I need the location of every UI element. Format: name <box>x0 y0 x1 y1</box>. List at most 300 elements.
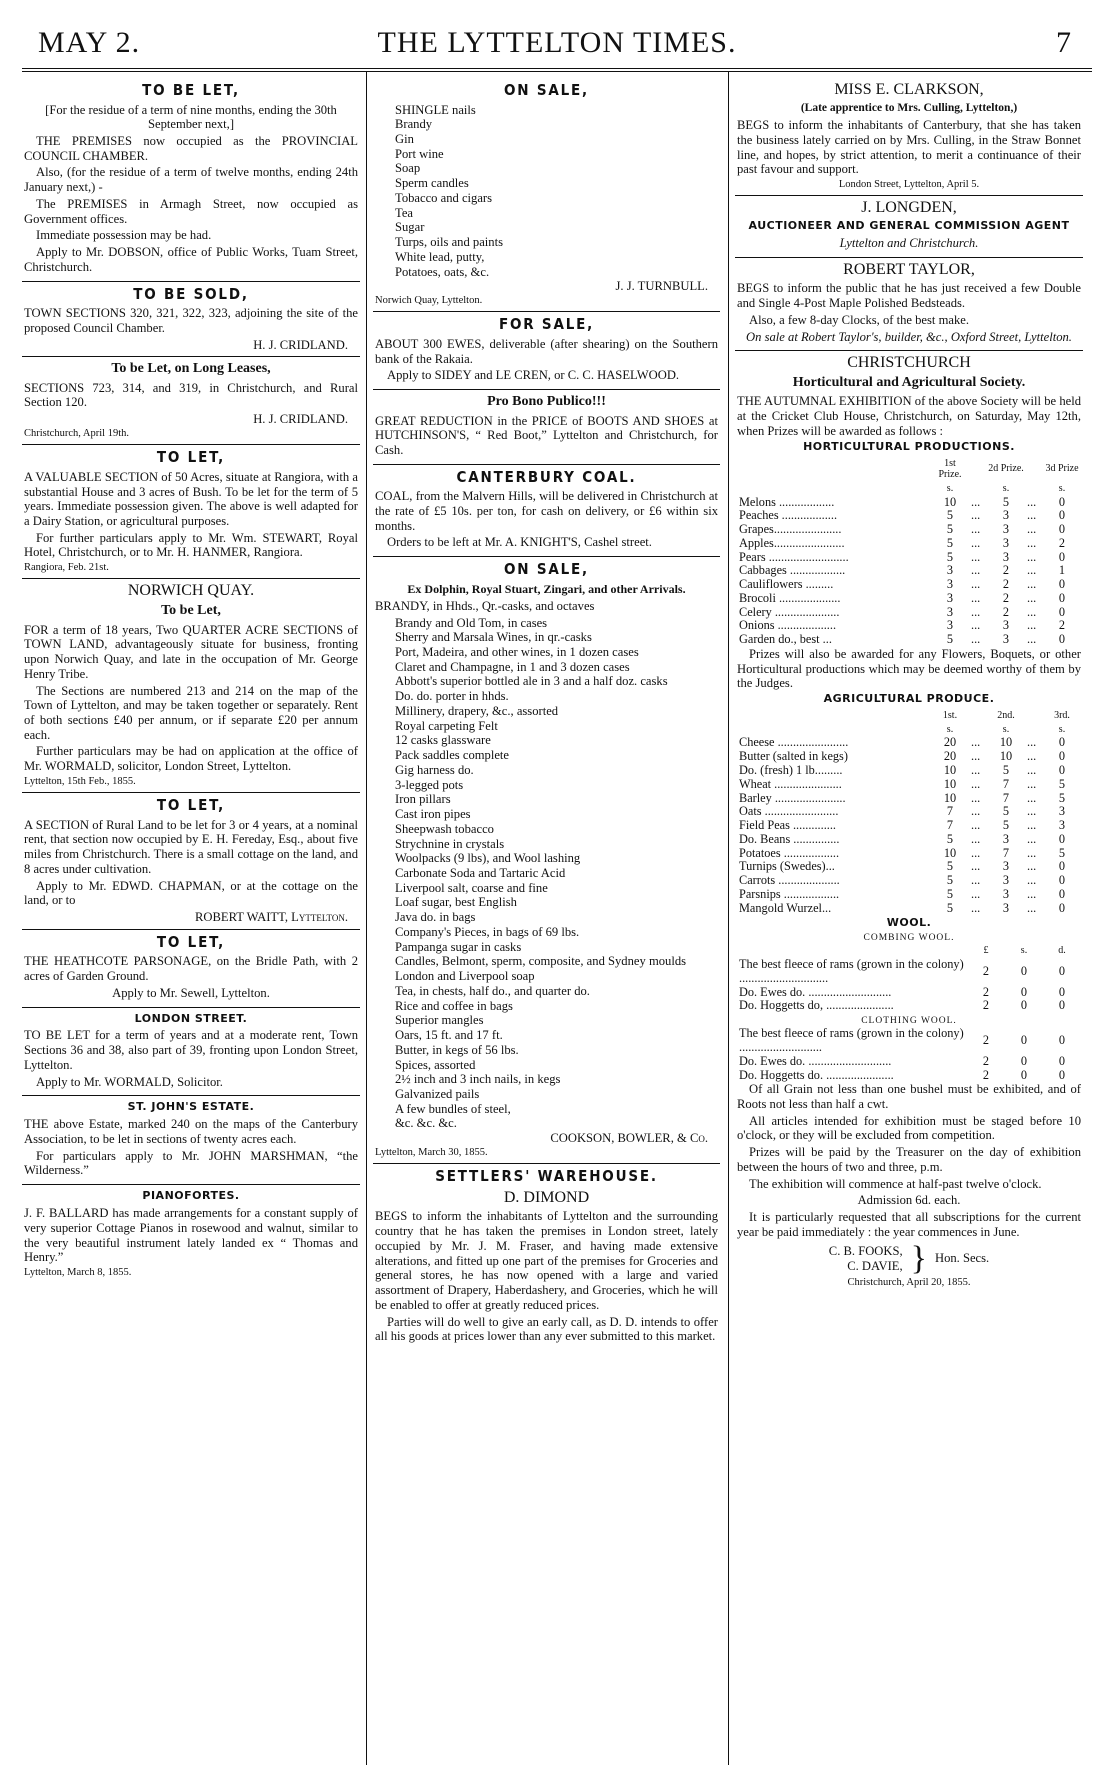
prize-value: 5 <box>946 535 954 550</box>
ad-text: The PREMISES in Armagh Street, now occupied as Government offices. <box>24 196 358 226</box>
brace-glyph: } <box>910 1239 927 1277</box>
row-label: Garden do., best ... <box>739 632 832 647</box>
column-rule-2 <box>728 72 729 1765</box>
ad-heading: J. LONGDEN, <box>861 199 957 217</box>
prize-value: 10 <box>943 494 957 509</box>
goods-item: Sperm candles <box>395 176 469 191</box>
prize-value: 20 <box>943 735 957 750</box>
ad-parsonage <box>22 930 360 1008</box>
goods-item: Superior mangles <box>395 1013 484 1028</box>
col-header: 2nd. <box>997 710 1015 722</box>
prize-value: 2 <box>1002 563 1010 578</box>
ad-text: THE PREMISES now occupied as the PROVINCIAL COUNCIL CHAMBER. <box>24 134 358 163</box>
prize-row: Field Peas .............. 7 ... 5 ... 3 <box>737 819 1081 833</box>
ad-text: Apply to Mr. WORMALD, Solicitor. <box>36 1074 223 1089</box>
prize-row: Brocoli .................... 3 ... 2 ... 0 <box>737 592 1081 606</box>
prize-value: 10 <box>999 735 1013 750</box>
ad-date: Lyttelton, 15th Feb., 1855. <box>24 775 136 787</box>
row-label: Parsnips .................. <box>739 886 840 901</box>
section-heading: HORTICULTURAL PRODUCTIONS. <box>803 439 1015 453</box>
prize-value: 7 <box>946 804 954 819</box>
ad-subheading: Ex Dolphin, Royal Stuart, Zingari, and other Arrivals. <box>407 581 686 596</box>
prize-row: Carrots .................... 5 ... 3 ... 0 <box>737 874 1081 888</box>
prize-row: Butter (salted in kegs) 20 ... 10 ... 0 <box>737 750 1081 764</box>
goods-item: Spices, assorted <box>395 1057 476 1072</box>
goods-item: Rice and coffee in bags <box>395 998 513 1013</box>
ad-ewes <box>373 312 720 390</box>
ad-text: THE HEATHCOTE PARSONAGE, on the Bridle Path, with 2 acres of Garden Ground. <box>24 954 358 984</box>
goods-item: Gig harness do. <box>395 762 474 777</box>
prize-value: 10 <box>943 790 957 805</box>
goods-item: Sheepwash tobacco <box>395 821 494 836</box>
prize-value: 7 <box>1002 845 1010 860</box>
prize-value: 0 <box>1058 873 1066 888</box>
row-label: The best fleece of rams (grown in the colony) ............................. <box>739 957 964 985</box>
row-label: Do. Beans ............... <box>739 831 840 846</box>
paper-title: THE LYTTELTON TIMES. <box>377 26 737 59</box>
prize-row: Apples....................... 5 ... 3 ... 2 <box>737 537 1081 551</box>
prize-value: 7 <box>1002 776 1010 791</box>
ad-heading: To be Let, on Long Leases, <box>111 361 271 377</box>
goods-item: Claret and Champagne, in 1 and 3 dozen cases <box>395 659 630 674</box>
col-header: 3d Prize <box>1045 463 1079 475</box>
ad-text: Apply to Mr. DOBSON, office of Public Works, Tuam Street, Christchurch. <box>24 245 358 274</box>
prize-value: 0 <box>1058 604 1066 619</box>
ad-text: A VALUABLE SECTION of 50 Acres, situate at Rangiora, with a substantial House and 3 acres of Bush. To be let for the term of 5 years. Immediate possession given. The above is well adapted for a Dairy Station, or agricultural purposes. <box>24 469 358 528</box>
goods-item: Galvanized pails <box>395 1087 480 1101</box>
row-label: Apples....................... <box>739 535 845 550</box>
prize-value: 20 <box>943 749 957 764</box>
row-label: Brocoli .................... <box>739 590 841 605</box>
prize-value: 2 <box>1058 618 1066 633</box>
prize-value: 5 <box>946 522 954 537</box>
ad-text: TOWN SECTIONS 320, 321, 322, 323, adjoining the site of the proposed Council Chamber. <box>24 306 358 335</box>
column-1 <box>22 78 360 1765</box>
prize-row: Parsnips .................. 5 ... 3 ... 0 <box>737 888 1081 902</box>
goods-item: Soap <box>395 161 421 176</box>
row-label: Barley ....................... <box>739 790 846 805</box>
unit-label: s. <box>946 482 954 494</box>
prize-value: 0 <box>1058 762 1066 777</box>
prize-value: 5 <box>1002 804 1010 819</box>
ad-text: Prizes will also be awarded for any Flowers, Boquets, or other Horticultural productions which may be deemed worthy of them by the Judges. <box>737 647 1081 691</box>
ad-text: Immediate possession may be had. <box>36 228 212 243</box>
ad-coal <box>373 465 720 557</box>
prize-value: 3 <box>946 590 954 605</box>
goods-item: &c. &c. &c. <box>395 1116 457 1131</box>
ad-text: For particulars apply to Mr. JOHN MARSHMAN, “the Wilderness.” <box>24 1148 358 1178</box>
ad-subheading: To be Let, <box>161 603 221 619</box>
prize-value: 3 <box>1002 873 1010 888</box>
row-label: Melons .................. <box>739 494 835 509</box>
ad-date: Christchurch, April 19th. <box>24 427 129 439</box>
prize-value: 2 <box>982 998 990 1013</box>
prize-value: 5 <box>946 831 954 846</box>
prize-value: 10 <box>943 776 957 791</box>
prize-value: 1 <box>1058 563 1066 578</box>
ad-london-street <box>22 1008 360 1097</box>
ad-text: FOR a term of 18 years, Two QUARTER ACRE SECTIONS of TOWN LAND, advantageously situate for business, fronting upon Norwich Quay, and late in the occupation of Mr. George Henry Tribe. <box>24 622 358 681</box>
prize-value: 2 <box>982 984 990 999</box>
ad-on-sale-cookson <box>373 557 720 1164</box>
ad-heading: MISS E. CLARKSON, <box>834 81 984 98</box>
prize-value: 3 <box>1058 818 1066 833</box>
prize-row: Mangold Wurzel... 5 ... 3 ... 0 <box>737 902 1081 916</box>
prize-value: 0 <box>1058 632 1066 647</box>
ad-date: Norwich Quay, Lyttelton. <box>375 295 483 307</box>
ad-heading: CHRISTCHURCH <box>847 354 971 372</box>
prize-value: 7 <box>1002 790 1010 805</box>
row-label: Cauliflowers ......... <box>739 577 834 592</box>
goods-list <box>375 103 718 280</box>
goods-item: Sherry and Marsala Wines, in qr.-casks <box>395 630 592 645</box>
ad-text: [For the residue of a term of nine months, ending the 30th September next,] <box>45 102 337 132</box>
goods-item: Do. do. porter in hhds. <box>395 689 509 704</box>
unit-label: £ <box>983 945 989 957</box>
goods-item: Pampanga sugar in casks <box>395 939 522 954</box>
ad-text: Apply to SIDEY and LE CREN, or C. C. HASELWOOD. <box>387 368 680 383</box>
prize-value: 10 <box>943 845 957 860</box>
row-label: Celery ..................... <box>739 604 840 619</box>
secretaries-title: Hon. Secs. <box>934 1251 990 1266</box>
prize-value: 0 <box>1020 1053 1028 1068</box>
ad-text: All articles intended for exhibition must be staged before 10 o'clock, or they will be excluded from competition. <box>737 1113 1081 1143</box>
prize-value: 0 <box>1058 590 1066 605</box>
goods-item: Port, Madeira, and other wines, in 1 dozen cases <box>395 644 639 659</box>
row-label: Do. Ewes do. ........................... <box>739 1053 892 1068</box>
ad-heading: PIANOFORTES. <box>142 1189 240 1203</box>
prize-value: 3 <box>946 604 954 619</box>
ad-pro-bono <box>373 390 720 465</box>
goods-item: Tea, in chests, half do., and quarter do. <box>395 983 590 998</box>
prize-value: 3 <box>1002 886 1010 901</box>
secretaries-block <box>737 1239 1081 1277</box>
ad-heading: TO LET, <box>156 932 226 951</box>
ad-heading: ON SALE, <box>503 560 589 579</box>
prize-value: 3 <box>1002 522 1010 537</box>
prize-value: 0 <box>1058 984 1066 999</box>
goods-item: Royal carpeting Felt <box>395 718 498 733</box>
prize-value: 0 <box>1058 1033 1066 1048</box>
prize-value: 0 <box>1058 508 1066 523</box>
ad-text: It is particularly requested that all subscriptions for the current year be paid immediately : the year commences in June. <box>737 1210 1081 1239</box>
ad-to-be-let-council <box>22 78 360 282</box>
ad-heading: LONDON STREET. <box>134 1011 248 1025</box>
ad-rangiora <box>22 445 360 579</box>
ad-horticultural-society <box>735 351 1083 1293</box>
goods-item: Oars, 15 ft. and 17 ft. <box>395 1028 503 1043</box>
row-label: Do. Ewes do. ........................... <box>739 984 892 999</box>
wool-prize-row <box>737 1069 1081 1083</box>
masthead-rule <box>22 68 1092 69</box>
goods-item: Carbonate Soda and Tartaric Acid <box>395 865 566 880</box>
ad-heading: Pro Bono Publico!!! <box>487 394 606 410</box>
prize-row: Turnips (Swedes)... 5 ... 3 ... 0 <box>737 860 1081 874</box>
unit-label: d. <box>1058 945 1066 957</box>
prize-value: 0 <box>1058 549 1066 564</box>
ad-signature: H. J. CRIDLAND. <box>253 337 348 352</box>
prize-value: 3 <box>1002 618 1010 633</box>
ad-heading: CANTERBURY COAL. <box>456 467 637 486</box>
ad-text: On sale at Robert Taylor's, builder, &c., Oxford Street, Lyttelton. <box>746 329 1072 344</box>
ad-longden <box>735 196 1083 257</box>
goods-item: Brandy <box>395 117 433 132</box>
ad-signature: COOKSON, BOWLER, & Co. <box>550 1131 708 1146</box>
ad-long-leases <box>22 357 360 445</box>
ad-text: The exhibition will commence at half-past twelve o'clock. <box>749 1176 1042 1191</box>
ad-text: For further particulars apply to Mr. Wm. STEWART, Royal Hotel, Christchurch, or to Mr. H. HANMER, Rangiora. <box>24 530 358 560</box>
unit-label: s. <box>946 723 954 735</box>
prize-value: 5 <box>1002 494 1010 509</box>
ad-text: ABOUT 300 EWES, deliverable (after shearing) on the Southern bank of the Rakaia. <box>375 336 718 366</box>
column-rule-1 <box>366 72 367 1765</box>
prize-value: 3 <box>1002 535 1010 550</box>
ad-text: Also, (for the residue of a term of twelve months, ending 24th January next,) - <box>24 165 358 195</box>
ad-text: THE AUTUMNAL EXHIBITION of the above Society will be held at the Cricket Club House, Christchurch, on Saturday, May 12th, when Prizes will be awarded as follows : <box>737 394 1081 438</box>
prize-value: 2 <box>982 963 990 978</box>
goods-item: Strychnine in crystals <box>395 836 505 851</box>
prize-value: 0 <box>1058 1053 1066 1068</box>
wool-prize-row <box>737 958 1081 986</box>
prize-value: 3 <box>946 563 954 578</box>
goods-item: London and Liverpool soap <box>395 969 535 984</box>
prize-value: 0 <box>1058 900 1066 915</box>
ad-text: THE above Estate, marked 240 on the maps of the Canterbury Association, to be let in sections of twenty acres each. <box>24 1117 358 1147</box>
row-label: Cheese ....................... <box>739 735 849 750</box>
prize-value: 0 <box>1058 998 1066 1013</box>
ad-norwich-quay <box>22 579 360 793</box>
row-label: Carrots .................... <box>739 873 840 888</box>
goods-item: Woolpacks (9 lbs), and Wool lashing <box>395 851 581 866</box>
prize-value: 3 <box>1002 859 1010 874</box>
prize-value: 0 <box>1020 1033 1028 1048</box>
prize-value: 2 <box>1002 577 1010 592</box>
ad-signature: ROBERT WAITT, Lyttelton. <box>195 910 348 925</box>
ad-heading: TO LET, <box>156 448 226 467</box>
prize-value: 0 <box>1020 984 1028 999</box>
prize-row: Cheese ....................... 20 ... 10 ... 0 <box>737 736 1081 750</box>
goods-item: Sugar <box>395 220 425 235</box>
prize-value: 5 <box>1002 762 1010 777</box>
ad-heading: NORWICH QUAY. <box>127 582 255 600</box>
prize-value: 5 <box>1058 776 1066 791</box>
row-label: Field Peas .............. <box>739 818 837 833</box>
prize-value: 5 <box>1058 845 1066 860</box>
prize-value: 3 <box>1002 900 1010 915</box>
goods-item: Pack saddles complete <box>395 748 510 763</box>
ad-signature: H. J. CRIDLAND. <box>253 412 348 427</box>
prize-value: 2 <box>1002 590 1010 605</box>
row-label: Grapes...................... <box>739 522 842 537</box>
goods-item: Port wine <box>395 146 444 161</box>
goods-item: Loaf sugar, best English <box>395 895 517 910</box>
prize-row: Melons .................. 10 ... 5 ... 0 <box>737 496 1081 510</box>
ad-text: A SECTION of Rural Land to be let for 3 or 4 years, at a nominal rent, that section now occupied by E. H. Fereday, Esq., about five miles from Christchurch. There is a small cottage on the land, and 8 acres under cultivation. <box>24 817 358 876</box>
goods-item: Tea <box>395 205 413 220</box>
prize-value: 0 <box>1058 859 1066 874</box>
row-label: Cabbages .................. <box>739 563 846 578</box>
ad-date: Lyttelton, March 8, 1855. <box>24 1267 132 1279</box>
prize-row: Do. Beans ............... 5 ... 3 ... 0 <box>737 833 1081 847</box>
ad-text: SECTIONS 723, 314, and 319, in Christchurch, and Rural Section 120. <box>24 380 358 410</box>
ad-on-sale-turnbull <box>373 78 720 312</box>
prize-value: 3 <box>946 577 954 592</box>
prize-value: 10 <box>943 762 957 777</box>
unit-label: s. <box>1002 482 1010 494</box>
row-label: Do. Hoggetts do. ...................... <box>739 1067 894 1082</box>
prize-value: 0 <box>1058 522 1066 537</box>
prize-value: 0 <box>1058 1067 1066 1082</box>
prize-value: 10 <box>999 749 1013 764</box>
prize-value: 5 <box>946 900 954 915</box>
prize-value: 0 <box>1020 998 1028 1013</box>
secretary-name: C. B. FOOKS, <box>828 1243 903 1258</box>
prize-row: Garden do., best ... 5 ... 3 ... 0 <box>737 633 1081 647</box>
ad-rural-land <box>22 793 360 930</box>
goods-list <box>375 616 718 1132</box>
row-label: Butter (salted in kegs) <box>739 749 848 764</box>
ad-text: Parties will do well to give an early call, as D. D. intends to offer all his goods at prices lower than any ever submitted to this market. <box>375 1314 718 1344</box>
row-label: Mangold Wurzel... <box>739 900 832 915</box>
ad-text: Lyttelton and Christchurch. <box>839 235 979 250</box>
column-2 <box>373 78 720 1765</box>
goods-item: 3-legged pots <box>395 777 464 792</box>
secretary-name: C. DAVIE, <box>847 1258 903 1273</box>
horticultural-prize-table <box>737 457 1081 647</box>
prize-value: 5 <box>1058 790 1066 805</box>
prize-value: 3 <box>946 618 954 633</box>
col-header: 2d Prize. <box>988 463 1024 475</box>
row-label: Peaches .................. <box>739 508 838 523</box>
prize-value: 3 <box>1002 549 1010 564</box>
wool-prize-row <box>737 999 1081 1013</box>
prize-row: Do. (fresh) 1 lb......... 10 ... 5 ... 0 <box>737 764 1081 778</box>
row-label: Pears .......................... <box>739 549 849 564</box>
prize-row: Onions ................... 3 ... 3 ... 2 <box>737 619 1081 633</box>
prize-value: 7 <box>946 818 954 833</box>
goods-item: 12 casks glassware <box>395 733 491 748</box>
ad-text: TO BE LET for a term of years and at a moderate rent, Town Sections 36 and 38, also part of 39, fronting upon London Street, Lyttelton. <box>24 1028 358 1072</box>
prize-row: Oats ........................ 7 ... 5 ... 3 <box>737 805 1081 819</box>
prize-value: 2 <box>1002 604 1010 619</box>
section-subheading: COMBING WOOL. <box>863 933 955 944</box>
ad-text: Of all Grain not less than one bushel must be exhibited, and of Roots not less than half a cwt. <box>737 1082 1081 1112</box>
ad-text: BEGS to inform the inhabitants of Lyttelton and the surrounding country that he has taken the premises in London street, lately occupied by Mr. J. M. Fraser, and having made extensive alterations, and fitted up one part of the premises for Groceries and general stores, he has now opened with a large and varied assortment of Drapery, Haberdashery, and Groceries, which he will be enabled to offer at greatly reduced prices. <box>375 1209 718 1312</box>
goods-item: Gin <box>395 132 414 147</box>
ad-subheading: Horticultural and Agricultural Society. <box>792 375 1026 391</box>
goods-item: SHINGLE nails <box>395 102 476 117</box>
ad-subheading: AUCTIONEER AND GENERAL COMMISSION AGENT <box>748 219 1070 233</box>
ad-st-johns <box>22 1096 360 1185</box>
goods-item: 2½ inch and 3 inch nails, in kegs <box>395 1072 561 1087</box>
goods-item: White lead, putty, <box>395 249 485 264</box>
ad-text: Prizes will be paid by the Treasurer on the day of exhibition between the hours of two and three, p.m. <box>737 1145 1081 1174</box>
row-label: Potatoes .................. <box>739 845 840 860</box>
issue-date: MAY 2. <box>38 26 141 59</box>
goods-item: Millinery, drapery, &c., assorted <box>395 703 559 718</box>
row-label: Oats ........................ <box>739 804 839 819</box>
goods-item: Butter, in kegs of 56 lbs. <box>395 1042 519 1057</box>
column-3 <box>735 78 1083 1765</box>
prize-value: 2 <box>982 1033 990 1048</box>
prize-value: 0 <box>1058 886 1066 901</box>
prize-value: 0 <box>1058 735 1066 750</box>
prize-value: 2 <box>982 1053 990 1068</box>
prize-value: 2 <box>1058 535 1066 550</box>
goods-item: Tobacco and cigars <box>395 190 493 205</box>
prize-row: Grapes...................... 5 ... 3 ... 0 <box>737 523 1081 537</box>
ad-date: London Street, Lyttelton, April 5. <box>838 179 980 191</box>
prize-value: 0 <box>1058 577 1066 592</box>
page-number: 7 <box>1056 26 1072 59</box>
prize-value: 5 <box>946 859 954 874</box>
section-subheading: CLOTHING WOOL. <box>861 1016 957 1027</box>
prize-value: 3 <box>1002 632 1010 647</box>
prize-value: 5 <box>946 886 954 901</box>
goods-item: Company's Pieces, in bags of 69 lbs. <box>395 924 580 939</box>
prize-value: 5 <box>1002 818 1010 833</box>
goods-item: Turps, oils and paints <box>395 235 503 250</box>
wool-prize-row <box>737 986 1081 1000</box>
masthead <box>38 26 1076 66</box>
masthead-rule-2 <box>22 71 1092 72</box>
goods-item: Abbott's superior bottled ale in 3 and a half doz. casks <box>395 674 668 689</box>
row-label: Onions ................... <box>739 618 837 633</box>
ad-text: Apply to Mr. Sewell, Lyttelton. <box>112 985 270 1000</box>
goods-item: Brandy and Old Tom, in cases <box>395 615 548 630</box>
ad-heading: FOR SALE, <box>498 315 595 334</box>
prize-value: 0 <box>1058 963 1066 978</box>
ad-heading: ST. JOHN'S ESTATE. <box>127 1100 255 1114</box>
ad-text: BEGS to inform the public that he has just received a few Double and Single 4-Post Maple Polished Bedsteads. <box>737 281 1081 311</box>
prize-row: Barley ....................... 10 ... 7 ... 5 <box>737 792 1081 806</box>
prize-value: 5 <box>946 873 954 888</box>
ad-date: Lyttelton, March 30, 1855. <box>375 1146 488 1158</box>
goods-item: Liverpool salt, coarse and fine <box>395 880 548 895</box>
prize-row: Cabbages .................. 3 ... 2 ... 1 <box>737 564 1081 578</box>
col-header: 3rd. <box>1054 710 1070 722</box>
ad-text: Also, a few 8-day Clocks, of the best make. <box>749 312 969 327</box>
section-heading: AGRICULTURAL PRODUCE. <box>823 692 995 706</box>
goods-item: Potatoes, oats, &c. <box>395 264 490 279</box>
goods-item: A few bundles of steel, <box>395 1101 511 1116</box>
row-label: Wheat ...................... <box>739 776 842 791</box>
prize-value: 5 <box>946 632 954 647</box>
ad-text: Further particulars may be had on application at the office of Mr. WORMALD, solicitor, London Street, Lyttelton. <box>24 744 358 774</box>
prize-value: 2 <box>982 1067 990 1082</box>
ad-to-be-sold <box>22 282 360 358</box>
goods-item: Java do. in bags <box>395 910 476 925</box>
prize-row: Peaches .................. 5 ... 3 ... 0 <box>737 509 1081 523</box>
wool-prize-row <box>737 1027 1081 1055</box>
ad-heading: SETTLERS' WAREHOUSE. <box>435 1167 658 1186</box>
ad-signature: J. J. TURNBULL. <box>615 279 708 294</box>
prize-value: 5 <box>946 508 954 523</box>
prize-row: Wheat ...................... 10 ... 7 ... 5 <box>737 778 1081 792</box>
ad-clarkson <box>735 78 1083 196</box>
prize-row: Pears .......................... 5 ... 3 ... 0 <box>737 551 1081 565</box>
ad-text: The Sections are numbered 213 and 214 on the map of the Town of Lyttelton, and may be taken together or separately. Rent of both sections £40 per annum, or if separate £20 per annum each. <box>24 683 358 742</box>
col-header: 1st. <box>942 710 958 722</box>
agricultural-prize-table <box>737 709 1081 915</box>
prize-value: 0 <box>1020 1067 1028 1082</box>
ad-robert-taylor <box>735 258 1083 352</box>
wool-prize-row <box>737 1055 1081 1069</box>
ad-date: Christchurch, April 20, 1855. <box>847 1276 971 1288</box>
ad-text: BRANDY, in Hhds., Qr.-casks, and octaves <box>375 598 595 613</box>
ad-heading: TO BE SOLD, <box>133 284 249 303</box>
unit-label: s. <box>1020 945 1028 957</box>
